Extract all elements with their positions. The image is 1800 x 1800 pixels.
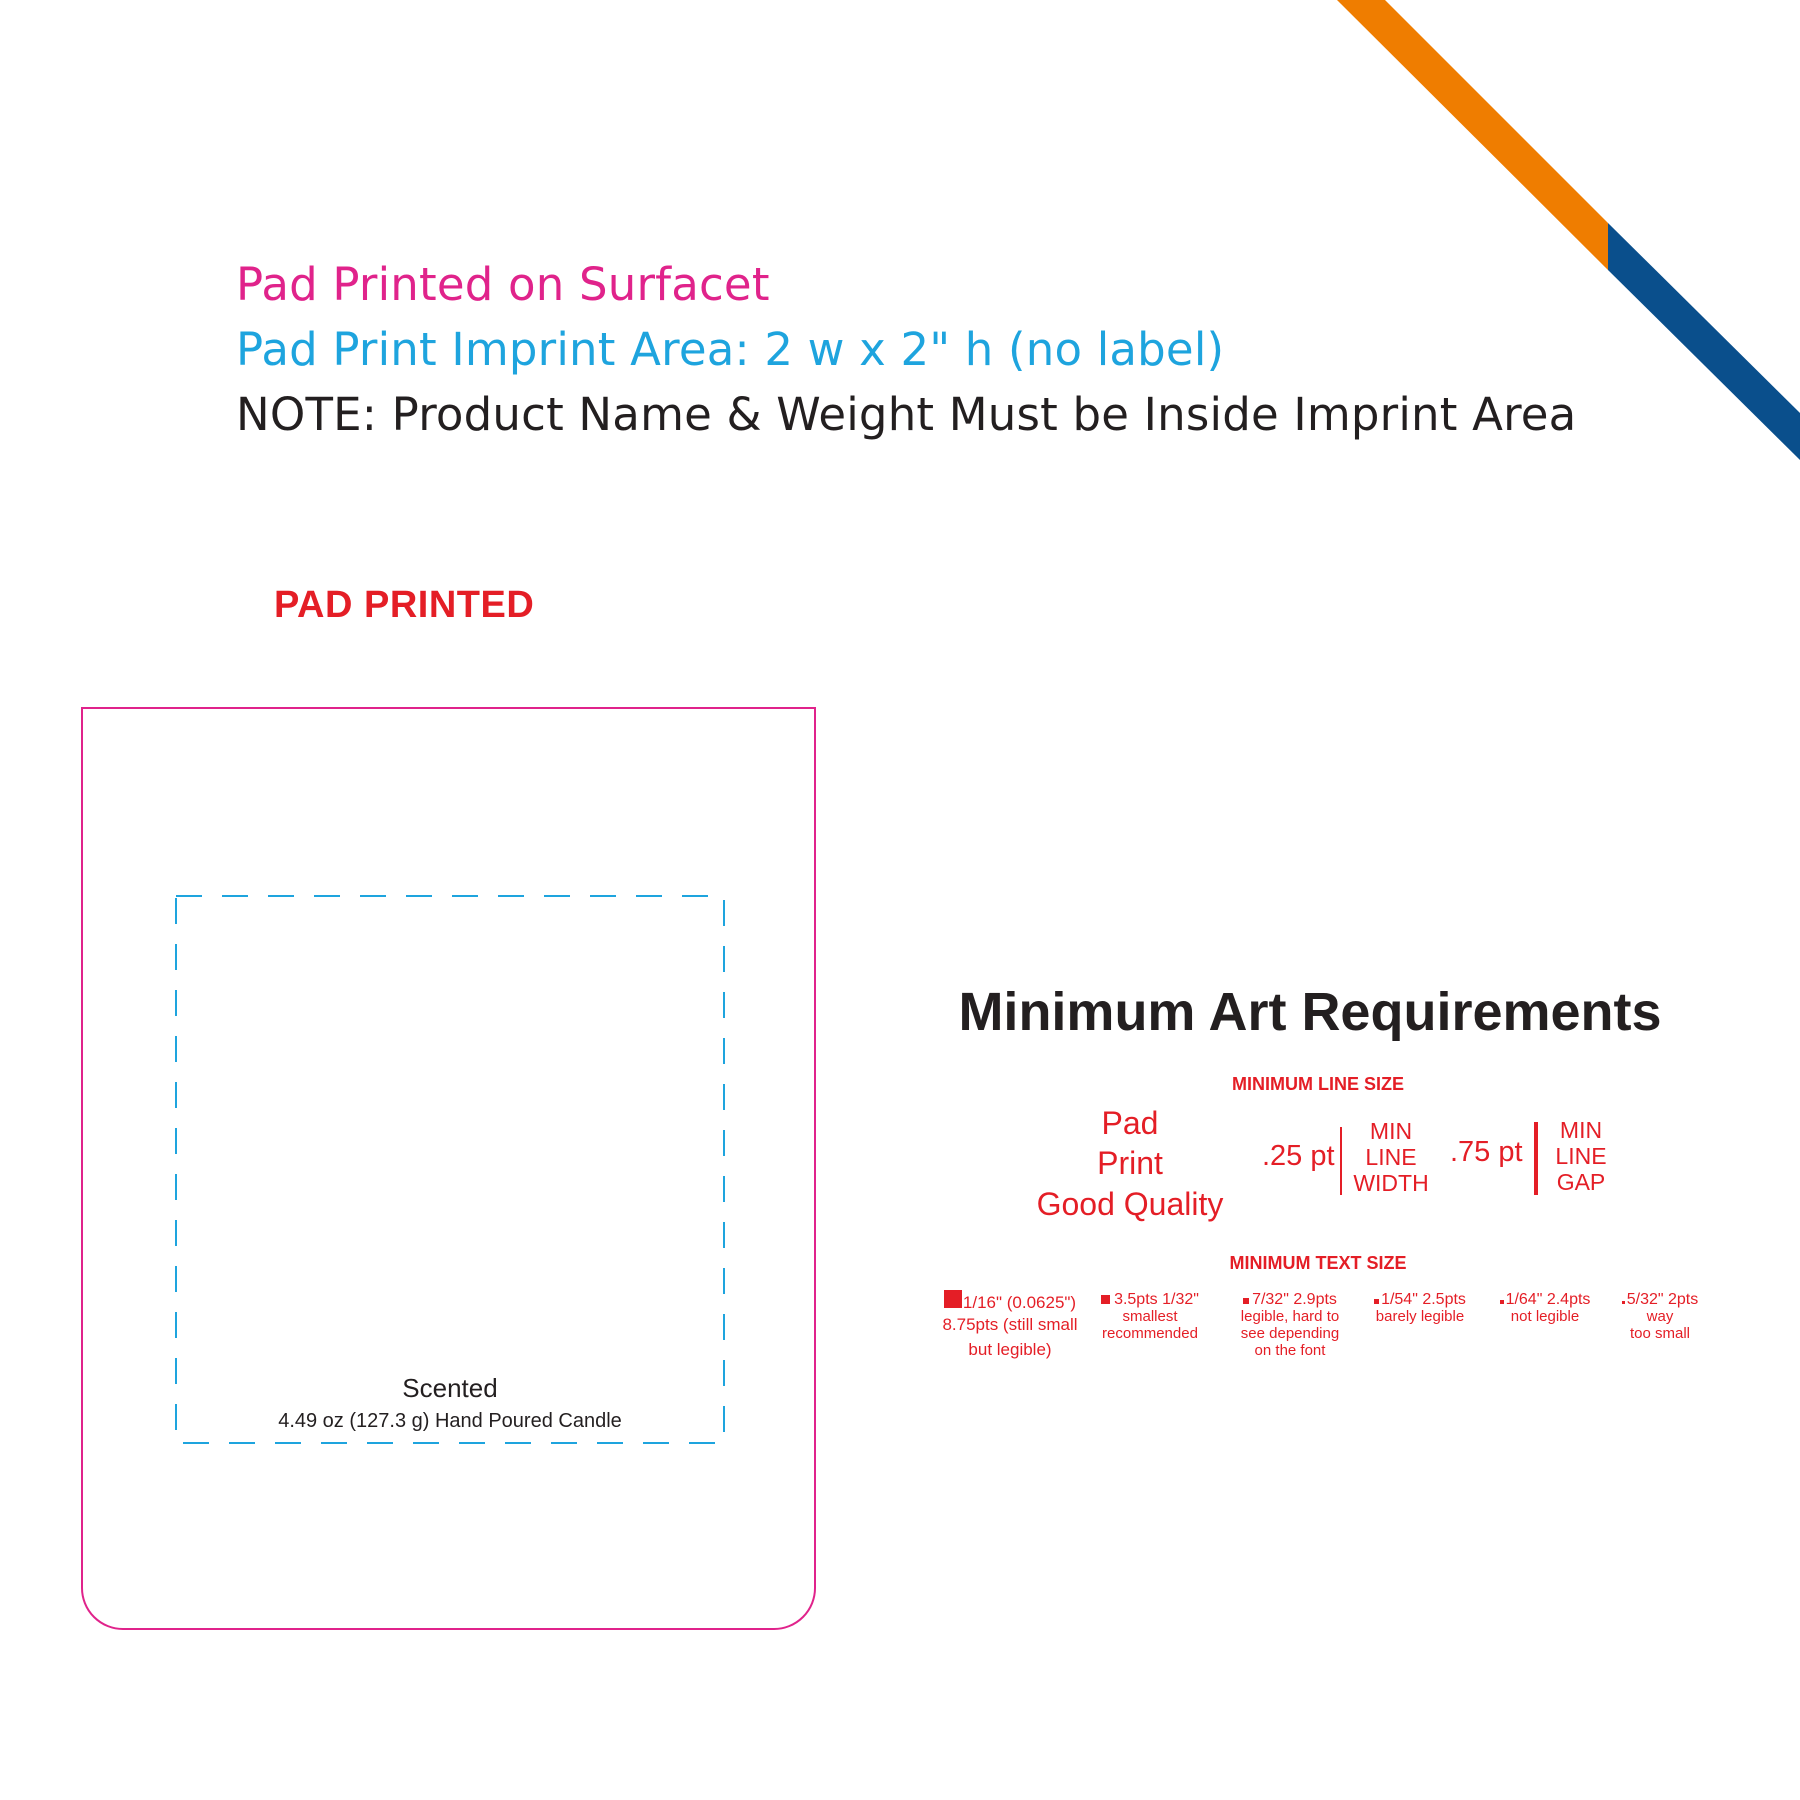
text-size-description: but legible) bbox=[968, 1340, 1052, 1359]
text-size-value: 7/32" 2.9pts bbox=[1252, 1291, 1337, 1308]
min-line-gap-label bbox=[1541, 1117, 1621, 1195]
imprint-area-heading: Pad Print Imprint Area: 2 w x 2" h (no label) bbox=[236, 323, 1225, 376]
text-size-sample bbox=[1365, 1292, 1475, 1325]
min-line-width-label bbox=[1346, 1118, 1436, 1196]
min-line-gap-label-line: GAP bbox=[1556, 1169, 1606, 1195]
text-size-value: 1/54" 2.5pts bbox=[1381, 1291, 1466, 1308]
product-weight: 4.49 oz (127.3 g) Hand Poured Candle bbox=[278, 1410, 622, 1432]
min-line-gap-value: .75 pt bbox=[1450, 1136, 1523, 1168]
text-size-description: 8.75pts (still small bbox=[942, 1315, 1078, 1334]
imprint-area-box bbox=[175, 895, 725, 1444]
text-size-sample bbox=[925, 1290, 1095, 1361]
min-line-width-label-line: WIDTH bbox=[1353, 1170, 1429, 1196]
text-size-description: too small bbox=[1629, 1325, 1691, 1342]
navy-stripe bbox=[1608, 223, 1800, 460]
text-size-description: not legible bbox=[1510, 1308, 1580, 1325]
line-width-sample-bar bbox=[1340, 1127, 1342, 1195]
text-size-sample bbox=[1090, 1292, 1210, 1342]
pad-print-quality-line: Pad bbox=[1101, 1105, 1159, 1141]
surface-heading: Pad Printed on Surfacet bbox=[236, 258, 770, 311]
text-size-square-icon bbox=[1500, 1300, 1504, 1304]
pad-print-quality-line: Good Quality bbox=[1036, 1186, 1224, 1222]
text-size-description: barely legible bbox=[1375, 1308, 1465, 1325]
note-heading: NOTE: Product Name & Weight Must be Inside Imprint Area bbox=[236, 388, 1577, 441]
text-size-value: 3.5pts 1/32" bbox=[1114, 1291, 1199, 1308]
text-size-square-icon bbox=[1374, 1299, 1379, 1304]
product-name: Scented bbox=[402, 1373, 498, 1403]
min-text-size-heading: MINIMUM TEXT SIZE bbox=[1229, 1253, 1407, 1273]
min-line-size-heading: MINIMUM LINE SIZE bbox=[1232, 1074, 1404, 1094]
text-size-description: see depending bbox=[1240, 1325, 1340, 1342]
min-line-gap-label-line: LINE bbox=[1555, 1143, 1607, 1169]
min-line-width-label-line: MIN bbox=[1369, 1118, 1413, 1144]
text-size-sample bbox=[1490, 1292, 1600, 1325]
min-line-width-label-line: LINE bbox=[1365, 1144, 1417, 1170]
text-size-description: legible, hard to bbox=[1240, 1308, 1340, 1325]
text-size-square-icon bbox=[1101, 1295, 1110, 1304]
art-requirements-title: Minimum Art Requirements bbox=[958, 982, 1662, 1042]
text-size-sample bbox=[1235, 1292, 1345, 1359]
text-size-sample bbox=[1610, 1292, 1710, 1342]
pad-print-quality-line: Print bbox=[1097, 1145, 1163, 1181]
min-line-width-value: .25 pt bbox=[1262, 1140, 1335, 1172]
text-size-square-icon bbox=[1622, 1301, 1625, 1304]
text-size-square-icon bbox=[944, 1290, 962, 1308]
text-size-value: 5/32" 2pts bbox=[1626, 1291, 1699, 1308]
text-size-value: 1/64" 2.4pts bbox=[1505, 1291, 1591, 1308]
text-size-description: way bbox=[1646, 1308, 1674, 1325]
text-size-description: recommended bbox=[1102, 1325, 1198, 1342]
text-size-description: on the font bbox=[1254, 1342, 1326, 1359]
text-size-square-icon bbox=[1243, 1298, 1249, 1304]
text-size-value: 1/16" (0.0625") bbox=[962, 1293, 1077, 1312]
text-size-description: smallest bbox=[1122, 1308, 1178, 1325]
line-gap-sample-bar bbox=[1534, 1122, 1538, 1195]
pad-printed-label: PAD PRINTED bbox=[274, 584, 535, 626]
min-line-gap-label-line: MIN bbox=[1559, 1117, 1603, 1143]
orange-stripe bbox=[1337, 0, 1608, 270]
